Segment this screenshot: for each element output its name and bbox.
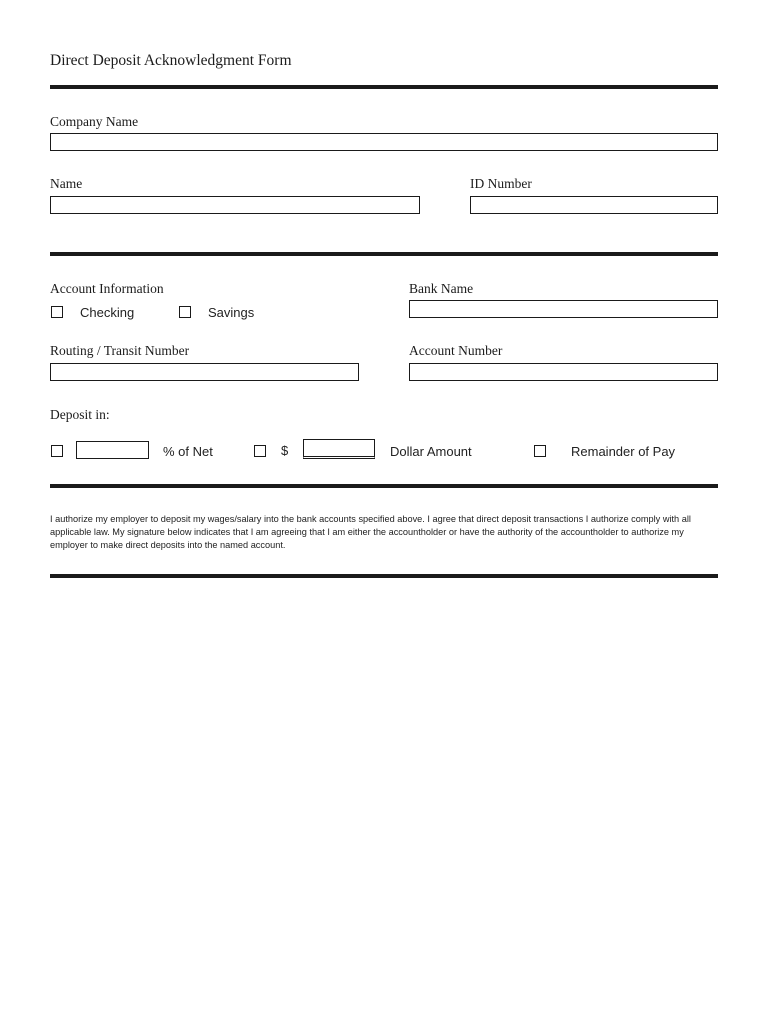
bank-name-label: Bank Name (409, 281, 474, 296)
checking-label: Checking (80, 305, 135, 320)
company-name-label: Company Name (50, 114, 139, 129)
name-label: Name (50, 176, 83, 191)
account-number-input[interactable] (409, 363, 718, 381)
remainder-of-pay-label: Remainder of Pay (571, 444, 676, 459)
name-input[interactable] (50, 196, 420, 214)
percent-of-net-checkbox[interactable] (51, 445, 63, 457)
percent-of-net-label: % of Net (163, 444, 213, 459)
dollar-amount-input[interactable] (303, 439, 375, 459)
id-number-input[interactable] (470, 196, 718, 214)
deposit-in-label: Deposit in: (50, 407, 110, 422)
account-information-label: Account Information (50, 281, 164, 296)
dollar-amount-checkbox[interactable] (254, 445, 266, 457)
id-number-label: ID Number (470, 176, 532, 191)
dollar-sign: $ (281, 443, 289, 458)
dollar-amount-label: Dollar Amount (390, 444, 472, 459)
bank-name-input[interactable] (409, 300, 718, 318)
percent-input[interactable] (76, 441, 149, 459)
routing-number-label: Routing / Transit Number (50, 343, 190, 358)
savings-checkbox[interactable] (179, 306, 191, 318)
authorization-statement: I authorize my employer to deposit my wages/salary into the bank accounts specified above. I agree that direct deposit transactions I authorize comply with all applicable law. My signature below indicates that I am agreeing that I am either the accountholder or have the authority of the accountholder to authorize my employer to make direct deposits into the named account. (50, 514, 691, 550)
form-title: Direct Deposit Acknowledgment Form (50, 52, 292, 69)
remainder-of-pay-checkbox[interactable] (534, 445, 546, 457)
section-divider-bottom (50, 574, 718, 578)
company-name-input[interactable] (50, 133, 718, 151)
section-divider-top (50, 85, 718, 89)
section-divider-authorization (50, 484, 718, 488)
savings-label: Savings (208, 305, 255, 320)
routing-number-input[interactable] (50, 363, 359, 381)
checking-checkbox[interactable] (51, 306, 63, 318)
section-divider-account (50, 252, 718, 256)
account-number-label: Account Number (409, 343, 503, 358)
